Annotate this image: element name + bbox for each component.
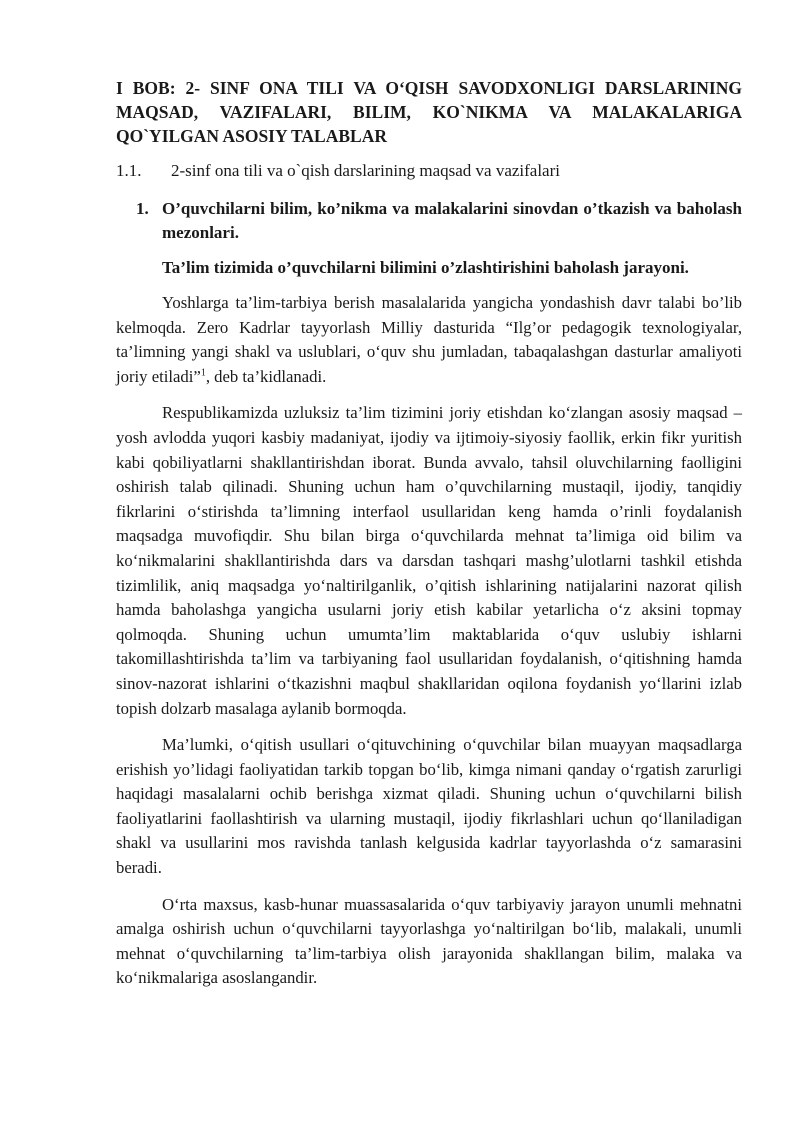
list-marker: 1. [136,199,149,218]
section-subtitle: Ta’lim tizimida o’quvchilarni bilimini o’zlashtirishini baholash jarayoni. [162,258,689,277]
paragraph-2: Respublikamizda uzluksiz ta’lim tizimini joriy etishdan ko‘zlangan asosiy maqsad – yosh avlodda yuqori kasbiy madaniyat, ijodiy va ijtimoiy-siyosiy faollik, erkin fikr yuritish kabi qobiliyatlarni shakllantirishdan iborat. Bunda avvalo, tahsil oluvchilarning faolligini oshirish talab qilinadi. Shuning uchun ham o’quvchilarning mustaqil, ijodiy, tanqidiy fikrlarini o‘stirishda ta’limning interfaol usullaridan keng hamda o’rinli foydalanish maqsadga muvofiqdir. Shu bilan birga o‘quvchilarda mehnat ta’limiga oid bilim va ko‘nikmalarini shakllantirishda dars va darsdan tashqari mashg’ulotlarni tashkil etishda tizimlilik, aniq maqsadga yo‘naltirilganlik, o’qitish ishlarining natijalarini nazorat qilish hamda baholashga yangicha usularni joriy etish kabilar yetarlicha o‘z aksini topmay qolmoqda. Shuning uchun umumta’lim maktablarida o‘quv uslubiy ishlarni takomillashtirishda ta’lim va tarbiyaning faol usullaridan foydalanish, o‘qitishning hamda sinov-nazorat ishlarini o‘tkazishni maqbul shakllaridan oqilona foydanish yo‘llarini izlab topish dolzarb masalaga aylanib bormoqda. [116,403,742,718]
page-content [116,76,742,991]
subsection-title: 2-sinf ona tili va o`qish darslarining maqsad va vazifalari [171,161,560,180]
paragraph-1-end: , deb ta’kidlanadi. [205,366,327,386]
chapter-heading: I BOB: 2- SINF ONA TILI VA O‘QISH SAVODXONLIGI DARSLARINING MAQSAD, VAZIFALARI, BILIM, KO`NIKMA VA MALAKALARIGA QO`YILGAN ASOSIY TALABLAR [116,78,742,146]
numbered-list-item [116,197,742,245]
footnote-marker: 1 [200,367,206,379]
paragraph-3: Ma’lumki, o‘qitish usullari o‘qituvchining o‘quvchilar bilan muayyan maqsadlarga erishish yo’lidagi faoliyatidan tarkib topgan bo‘lib, kimga nimani qanday o‘rgatish zarurligi haqidagi masalalarni ochib berishga xizmat qiladi. Shuning uchun o‘quvchilarni bilish faoliyatlarini faollashtirish va ularning mustaqil, ijodiy fikrlashlari uchun qo‘llaniladigan shakl va usullarini mos ravishda tanlash kelgusida kadrlar tayyorlashda o‘z samarasini beradi. [116,735,742,878]
paragraph-1 [116,291,742,389]
subsection-heading [116,159,742,183]
list-item-text: O’quvchilarni bilim, ko’nikma va malakalarini sinovdan o’tkazish va baholash mezonlari. [162,199,742,242]
subsection-number: 1.1. [116,161,142,180]
paragraph-4: O‘rta maxsus, kasb-hunar muassasalarida o‘quv tarbiyaviy jarayon unumli mehnatni amalga oshirish uchun o‘quvchilarni tayyorlashga yo‘naltirilgan bo‘lib, malakali, unumli mehnat o‘quvchilarning ta’lim-tarbiya olish jarayonida shakllangan bilim, malaka va ko‘nikmalariga asoslangandir. [116,894,742,988]
paragraph-1-text: Yoshlarga ta’lim-tarbiya berish masalalarida yangicha yondashish davr talabi bo’lib kelmoqda. Zero Kadrlar tayyorlash Milliy dasturida “Ilg’or pedagogik texnologiyalar, ta’limning yangi shakl va uslublari, o‘quv shu jumladan, tabaqalashgan dasturlar amaliyoti joriy etiladi” [116,293,742,386]
